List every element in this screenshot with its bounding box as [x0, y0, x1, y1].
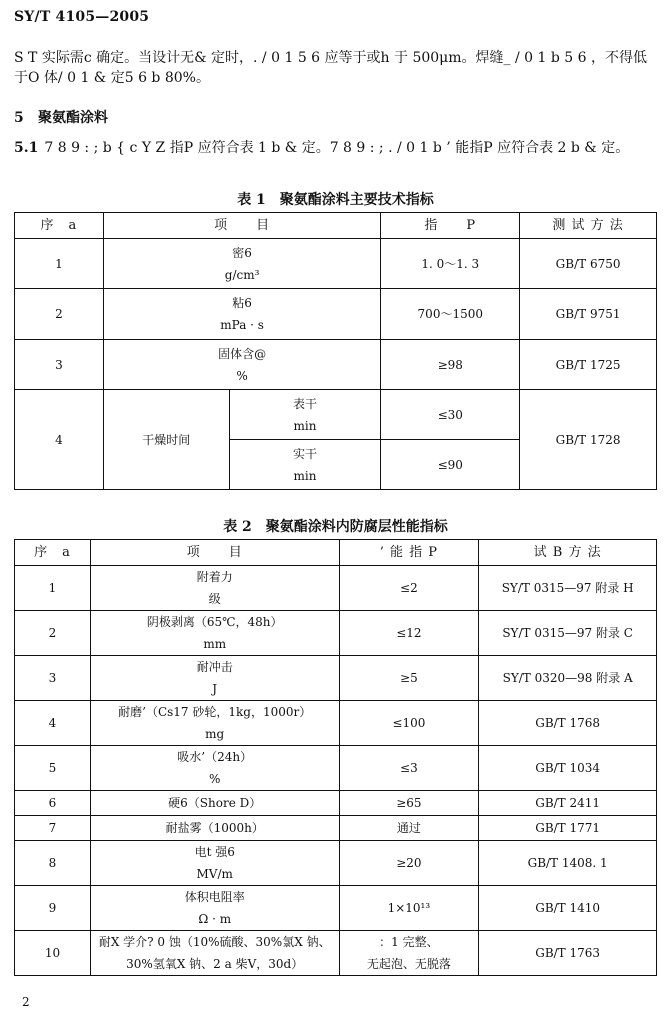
row-item [90, 566, 339, 611]
item-name: 吸水’（24h） [177, 750, 253, 764]
table2-caption: 表 2 聚氨酯涂料内防腐层性能指标 [223, 519, 448, 535]
table2-performance-specs [14, 539, 657, 976]
table1-caption: 表 1 聚氨酯涂料主要技术指标 [237, 192, 434, 208]
row-method: GB/T 2411 [479, 791, 657, 816]
item-unit: mPa · s [220, 318, 264, 332]
table-row [15, 340, 657, 390]
row-item [90, 611, 339, 656]
row-item [90, 931, 339, 976]
section-title: 聚氨酯涂料 [38, 110, 108, 126]
table-row [15, 791, 657, 816]
row-value: 1. 0～1. 3 [381, 239, 520, 289]
table-row [15, 239, 657, 289]
row-value [339, 931, 479, 976]
item-name: 阴极剥离（65℃，48h） [146, 615, 283, 629]
row-item [90, 656, 339, 701]
item-unit: % [236, 368, 248, 383]
row-value: 通过 [339, 816, 479, 841]
row-value: ≥98 [381, 340, 520, 390]
item-conditions: 30%氢氧X 钠、2 a 柴V，30d） [126, 957, 304, 971]
row-value: ≥65 [339, 791, 479, 816]
table-row [15, 611, 657, 656]
row-subitem [229, 440, 381, 490]
section-number: 5 [14, 110, 24, 126]
row-value: ≤30 [381, 390, 520, 440]
row-item [90, 701, 339, 746]
row-item [90, 841, 339, 886]
row-no: 1 [15, 566, 91, 611]
row-item [103, 340, 381, 390]
table-row [15, 656, 657, 701]
paragraph-thickness: S T 实际需c 确定。当设计无& 定时，. / 0 1 5 6 应等于或h 于 500μm。焊缝_ / 0 1 b 5 6 ，不得低于O 体/ 0 1 & 定5 6 b 80%。 [14, 50, 647, 86]
table-row [15, 289, 657, 340]
table1-header-row [15, 213, 657, 239]
table1-header-item: 项 目 [103, 213, 381, 239]
row-value: ≤3 [339, 746, 479, 791]
row-value: 1×10¹³ [339, 886, 479, 931]
item-unit: % [209, 772, 221, 786]
table-row [15, 701, 657, 746]
row-no: 6 [15, 791, 91, 816]
row-subitem [229, 390, 381, 440]
row-value: ≥5 [339, 656, 479, 701]
row-item [103, 289, 381, 340]
table-row [15, 841, 657, 886]
row-method: SY/T 0315—97 附录 H [479, 566, 657, 611]
row-method: SY/T 0315—97 附录 C [479, 611, 657, 656]
row-method: GB/T 1034 [479, 746, 657, 791]
row-no: 5 [15, 746, 91, 791]
table-row [15, 746, 657, 791]
subitem-name: 表干 [293, 396, 318, 411]
clause-5-1 [14, 138, 656, 158]
row-value: ≤12 [339, 611, 479, 656]
row-method: GB/T 1725 [520, 340, 657, 390]
table1-technical-specs [14, 212, 657, 490]
row-value: 700～1500 [381, 289, 520, 340]
row-method: SY/T 0320—98 附录 A [479, 656, 657, 701]
row-value: ≥20 [339, 841, 479, 886]
table2-header-no: 序 a [15, 540, 91, 566]
row-no: 2 [15, 611, 91, 656]
item-name: 电t 强6 [194, 845, 235, 859]
item-name: 耐X 学介? 0 蚀（10%硫酸、30%氯X 钠、 [98, 935, 331, 949]
table2-header-item: 项 目 [90, 540, 339, 566]
subitem-unit: min [293, 418, 317, 433]
section-heading [14, 107, 108, 127]
row-method: GB/T 9751 [520, 289, 657, 340]
row-method: GB/T 1728 [520, 390, 657, 490]
item-name: 耐冲击 [196, 660, 233, 674]
clause-number: 5.1 [14, 140, 39, 156]
row-item [103, 239, 381, 289]
item-unit: mg [205, 727, 225, 741]
row-no: 4 [15, 701, 91, 746]
row-no: 1 [15, 239, 104, 289]
row-item: 耐盐雾（1000h） [90, 816, 339, 841]
table-row [15, 816, 657, 841]
row-method: GB/T 1771 [479, 816, 657, 841]
clause-text: 7 8 9 : ; b { c Y Z 指P 应符合表 1 b & 定。7 8 9 : ; . / 0 1 b ’ 能指P 应符合表 2 b & 定。 [44, 140, 630, 156]
item-name: 附着力 [196, 570, 233, 584]
value-line: 无起泡、无脱落 [366, 957, 451, 971]
page-number: 2 [22, 995, 30, 1009]
item-unit: J [212, 682, 218, 696]
row-item [90, 886, 339, 931]
table2-header-row [15, 540, 657, 566]
row-no: 3 [15, 656, 91, 701]
row-no: 9 [15, 886, 91, 931]
table-row [15, 931, 657, 976]
table1-header-value: 指 P [381, 213, 520, 239]
item-unit: MV/m [196, 867, 233, 881]
row-item-drying-time: 干燥时间 [103, 390, 229, 490]
standard-code-header: SY/T 4105—2005 [14, 9, 150, 25]
row-item: 硬6（Shore D） [90, 791, 339, 816]
table-row [15, 390, 657, 440]
table1-header-no: 序 a [15, 213, 104, 239]
item-unit: g/cm³ [224, 267, 260, 282]
item-unit: Ω · m [198, 912, 232, 926]
table-row [15, 566, 657, 611]
row-method: GB/T 1763 [479, 931, 657, 976]
item-unit: 级 [208, 592, 221, 606]
table2-header-value: ’ 能 指 P [339, 540, 479, 566]
row-method: GB/T 6750 [520, 239, 657, 289]
table2-header-method: 试 B 方 法 [479, 540, 657, 566]
row-value: ≤100 [339, 701, 479, 746]
table-row [15, 886, 657, 931]
item-name: 密6 [232, 245, 252, 260]
row-no: 3 [15, 340, 104, 390]
item-name: 体积电阻率 [184, 890, 245, 904]
row-method: GB/T 1408. 1 [479, 841, 657, 886]
row-no: 8 [15, 841, 91, 886]
row-no: 7 [15, 816, 91, 841]
row-value: ≤90 [381, 440, 520, 490]
value-line: ：1 完整、 [379, 935, 439, 949]
subitem-name: 实干 [293, 446, 318, 461]
item-name: 固体含@ [218, 346, 267, 361]
item-name: 粘6 [232, 296, 252, 310]
item-name: 耐磨’（Cs17 砂轮，1kg，1000r） [118, 705, 312, 719]
table1-header-method: 测 试 方 法 [520, 213, 657, 239]
item-unit: mm [203, 637, 227, 651]
row-no: 10 [15, 931, 91, 976]
subitem-unit: min [293, 468, 317, 483]
row-no: 4 [15, 390, 104, 490]
row-value: ≤2 [339, 566, 479, 611]
row-no: 2 [15, 289, 104, 340]
row-method: GB/T 1768 [479, 701, 657, 746]
row-item [90, 746, 339, 791]
row-method: GB/T 1410 [479, 886, 657, 931]
